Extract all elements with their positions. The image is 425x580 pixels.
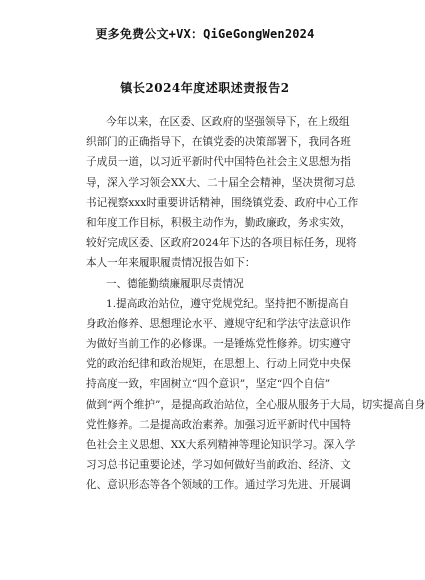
paragraph-line: 今年以来，在区委、区政府的坚强领导下，在上级组 — [106, 116, 350, 128]
paragraph-line: 和年度工作目标，积极主动作为，勤政廉政，务求实效， — [86, 216, 351, 229]
paragraph-line: 本人一年来履职履责情况报告如下： — [86, 257, 256, 270]
paragraph-line: 化、意识形态等各个领域的工作。通过学习先进、开展调 — [86, 479, 351, 492]
paragraph-line: 习习总书记重要论述，学习如何做好当前政治、经济、文 — [86, 459, 351, 472]
paragraph-line: 1.提高政治站位，遵守党规党纪。坚持把不断提高自 — [106, 297, 350, 310]
paragraph-line: 党的政治纪律和政治规矩，在思想上、行动上同党中央保 — [86, 358, 351, 371]
document-title: 镇长2024年度述职述责报告2 — [120, 81, 290, 95]
paragraph-line: 身政治修养、思想理论水平、遵规守纪和学法守法意识作 — [86, 317, 351, 330]
paragraph-line: 为做好当前工作的必修课。一是锤炼党性修养。切实遵守 — [86, 338, 351, 351]
paragraph-line: 织部门的正确指导下，在镇党委的决策部署下，我同各班 — [86, 136, 351, 149]
paragraph-line: 持高度一致，牢固树立“四个意识”，坚定“四个自信” — [86, 378, 331, 391]
paragraph-line: 党性修养。二是提高政治素养。加强习近平新时代中国特 — [86, 418, 351, 431]
paragraph-line: 较好完成区委、区政府2024年下达的各项目标任务，现将 — [86, 237, 357, 250]
paragraph-line: 做到“两个维护”，是提高政治站位，全心服从服务于大局，切实提高自身 — [86, 398, 425, 411]
paragraph-line: 色社会主义思想、XX大系列精神等理论知识学习。深入学 — [86, 439, 356, 451]
section-heading: 一、德能勤绩廉履职尽责情况 — [106, 277, 244, 290]
watermark-header: 更多免费公文+VX：QiGeGongWen2024 — [95, 27, 315, 41]
paragraph-line: 书记视察xxx时重要讲话精神，围绕镇党委、政府中心工作 — [86, 196, 359, 209]
document-body — [86, 112, 425, 496]
paragraph-line: 导，深入学习领会XX大、二十届全会精神，坚决贯彻习总 — [86, 176, 356, 189]
paragraph-line: 子成员一道，以习近平新时代中国特色社会主义思想为指 — [86, 156, 351, 169]
